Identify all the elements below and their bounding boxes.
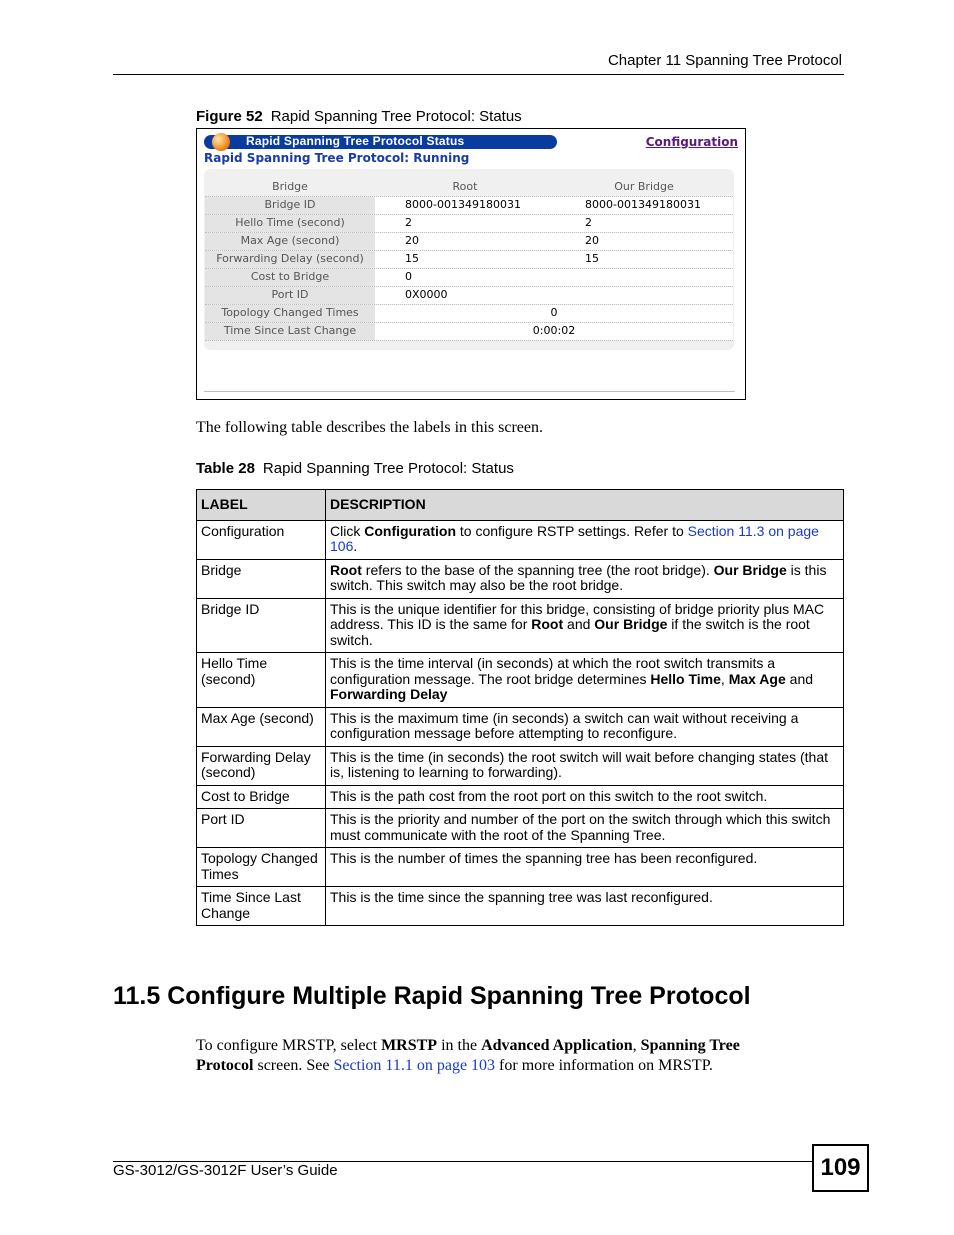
- row-label: Hello Time (second): [197, 653, 326, 708]
- status-row: [205, 269, 733, 287]
- table-row: [197, 598, 844, 653]
- row-label: Port ID: [197, 809, 326, 848]
- description-text: This is the time interval (in seconds) at which the root switch transmits a configuration message. The root bridge determines: [330, 655, 776, 687]
- bold-term: Our Bridge: [594, 616, 668, 632]
- screen-title-bar: [204, 135, 557, 149]
- row-label: Topology Changed Times: [197, 848, 326, 887]
- description-text: ,: [720, 670, 729, 687]
- col-root: Root: [452, 180, 478, 193]
- status-value: 0:00:02: [532, 324, 576, 337]
- header-rule: [113, 74, 844, 75]
- figure-title: Rapid Spanning Tree Protocol: Status: [270, 108, 522, 125]
- cross-reference-link[interactable]: Section 11.3 on page 106: [330, 522, 819, 554]
- row-description: [326, 746, 844, 785]
- our-bridge-value: 20: [585, 234, 599, 247]
- row-description: [326, 559, 844, 598]
- status-row: [205, 251, 733, 269]
- description-text: Click: [330, 522, 365, 539]
- status-row: [205, 323, 733, 341]
- status-label: Hello Time (second): [235, 216, 345, 229]
- description-header: DESCRIPTION: [326, 490, 844, 521]
- cross-reference-link[interactable]: Section 11.1 on page 103: [333, 1057, 496, 1074]
- description-text: and: [563, 616, 595, 632]
- status-label: Port ID: [271, 288, 309, 301]
- description-text: This is the unique identifier for this bridge, consisting of bridge priority plus MAC address. This ID is the same for: [330, 600, 825, 632]
- our-bridge-value: 15: [585, 252, 599, 265]
- bold-term: Forwarding Delay: [330, 686, 448, 702]
- root-value: 15: [405, 252, 419, 265]
- status-value: 0: [550, 306, 558, 319]
- figure-number: Figure 52: [196, 108, 263, 125]
- table-header-row: [197, 490, 844, 521]
- status-row: [205, 233, 733, 251]
- row-label: Cost to Bridge: [197, 785, 326, 809]
- bold-term: Configuration: [364, 522, 456, 539]
- our-bridge-value: 8000-001349180031: [585, 198, 701, 211]
- table-row: [197, 520, 844, 559]
- root-value: 20: [405, 234, 419, 247]
- description-text: .: [353, 538, 358, 554]
- description-text: refers to the base of the spanning tree (the root bridge).: [361, 561, 714, 578]
- col-bridge: Bridge: [272, 180, 308, 193]
- bold-term: Advanced Application: [481, 1037, 633, 1054]
- table-row: [197, 809, 844, 848]
- status-row: [205, 197, 733, 215]
- row-label: Bridge ID: [197, 598, 326, 653]
- status-label: Bridge ID: [264, 198, 316, 211]
- bold-term: Our Bridge: [713, 561, 787, 578]
- root-value: 0X0000: [405, 288, 448, 301]
- root-value: 0: [405, 270, 412, 283]
- intro-text: The following table describes the labels in this screen.: [196, 419, 544, 436]
- row-description: [326, 707, 844, 746]
- table-row: [197, 785, 844, 809]
- status-label: Topology Changed Times: [221, 306, 359, 319]
- rstp-status-screenshot: [196, 128, 746, 400]
- bold-term: Hello Time: [650, 670, 721, 687]
- table-row: [197, 746, 844, 785]
- row-description: [326, 653, 844, 708]
- table-number: Table 28: [196, 460, 255, 477]
- table-row: [197, 559, 844, 598]
- row-label: Configuration: [197, 520, 326, 559]
- paragraph-text: screen. See: [253, 1057, 334, 1074]
- description-text: to configure RSTP settings. Refer to: [456, 522, 688, 539]
- running-status: Rapid Spanning Tree Protocol: Running: [204, 151, 470, 165]
- our-bridge-value: 2: [585, 216, 592, 229]
- bold-term: MRSTP: [381, 1037, 438, 1054]
- configuration-link[interactable]: Configuration: [645, 135, 738, 149]
- bold-term: Root: [531, 616, 564, 632]
- section-paragraph: [196, 1036, 796, 1076]
- table-title: Rapid Spanning Tree Protocol: Status: [262, 460, 514, 477]
- table-caption: [196, 460, 514, 477]
- paragraph-text: To configure MRSTP, select: [196, 1037, 382, 1054]
- col-our-bridge: Our Bridge: [614, 180, 674, 193]
- table-row: [197, 707, 844, 746]
- status-row: [205, 215, 733, 233]
- screen-title: Rapid Spanning Tree Protocol Status: [246, 134, 465, 148]
- bold-term: Max Age: [728, 670, 786, 687]
- paragraph-text: in the: [437, 1037, 482, 1054]
- row-label: Forwarding Delay (second): [197, 746, 326, 785]
- status-label: Forwarding Delay (second): [216, 252, 364, 265]
- row-description: [326, 520, 844, 559]
- row-label: Time Since Last Change: [197, 887, 326, 926]
- description-text: is this switch. This switch may also be the root bridge.: [330, 561, 827, 593]
- bold-term: Root: [330, 561, 362, 578]
- orb-icon: [212, 133, 230, 151]
- footer-guide-title: GS-3012/GS-3012F User’s Guide: [113, 1162, 338, 1179]
- row-description: [326, 785, 844, 809]
- status-label: Cost to Bridge: [250, 270, 330, 283]
- status-label: Max Age (second): [240, 234, 340, 247]
- description-text: This is the time since the spanning tree was last reconfigured.: [330, 889, 713, 905]
- table-row: [197, 887, 844, 926]
- row-description: [326, 887, 844, 926]
- paragraph-text: for more information on MRSTP.: [495, 1057, 713, 1074]
- figure-caption: [196, 108, 522, 125]
- screen-bottom-rule: [204, 391, 735, 392]
- page-number: 109: [812, 1144, 869, 1192]
- chapter-header: Chapter 11 Spanning Tree Protocol: [607, 52, 842, 69]
- root-value: 8000-001349180031: [405, 198, 521, 211]
- root-value: 2: [405, 216, 412, 229]
- row-description: [326, 809, 844, 848]
- row-label: Max Age (second): [197, 707, 326, 746]
- description-text: if the switch is the root switch.: [330, 616, 810, 648]
- description-text: This is the priority and number of the port on the switch through which this switch must communicate with the root of the Spanning Tree.: [330, 811, 831, 843]
- description-text: This is the path cost from the root port on this switch to the root switch.: [330, 787, 768, 804]
- status-panel: [204, 169, 734, 350]
- row-description: [326, 598, 844, 653]
- description-text: and: [785, 670, 814, 687]
- label-description-table: [196, 489, 844, 926]
- row-description: [326, 848, 844, 887]
- description-text: This is the time (in seconds) the root switch will wait before changing states (that is, listening to learning to forwarding).: [330, 748, 828, 780]
- status-row: [205, 287, 733, 305]
- status-row: [205, 305, 733, 323]
- paragraph-text: ,: [632, 1037, 641, 1054]
- section-title: 11.5 Configure Multiple Rapid Spanning Tree Protocol: [113, 982, 751, 1010]
- table-row: [197, 848, 844, 887]
- table-row: [197, 653, 844, 708]
- status-label: Time Since Last Change: [223, 324, 357, 337]
- status-header-row: [205, 179, 733, 197]
- label-header: LABEL: [197, 490, 326, 521]
- description-text: This is the number of times the spanning tree has been reconfigured.: [330, 850, 758, 866]
- description-text: This is the maximum time (in seconds) a switch can wait without receiving a configuration message before attempting to reconfigure.: [330, 709, 799, 741]
- bold-term: Spanning Tree Protocol: [196, 1037, 740, 1074]
- row-label: Bridge: [197, 559, 326, 598]
